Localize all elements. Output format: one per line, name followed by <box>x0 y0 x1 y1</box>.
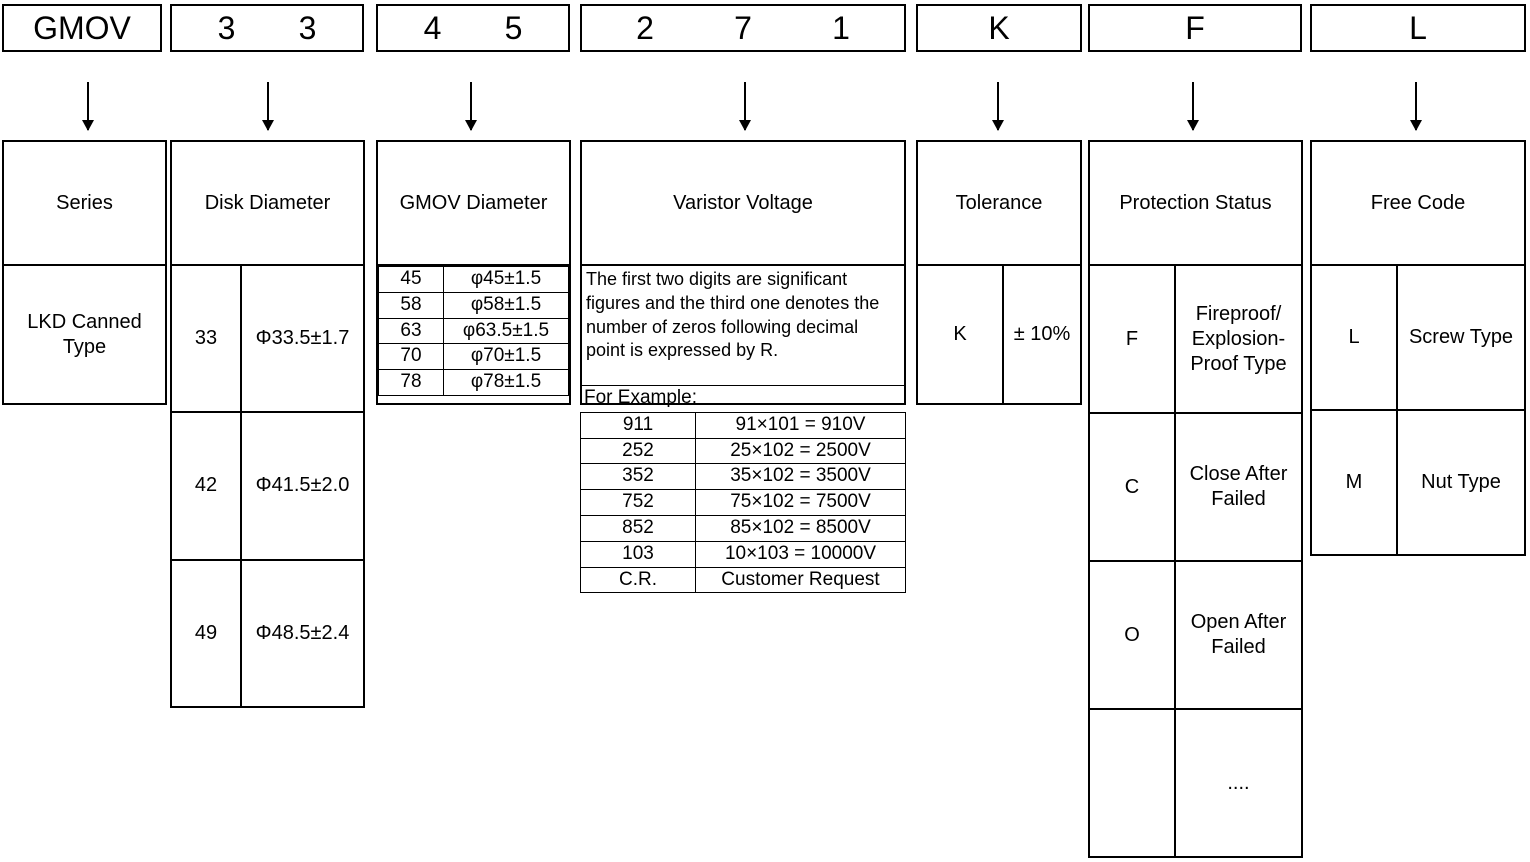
code-char: L <box>1409 10 1427 46</box>
code-char: 5 <box>504 10 523 46</box>
table-row <box>581 438 906 464</box>
code-box-free-code <box>1310 4 1526 52</box>
panel-free-code <box>1310 140 1526 556</box>
desc-cell: Fireproof/ Explosion-Proof Type <box>1190 302 1287 375</box>
code-char: 2 <box>636 10 654 46</box>
panel-gmov-diameter <box>376 140 571 405</box>
code-char: 4 <box>423 10 442 46</box>
desc-cell: φ78±1.5 <box>444 370 569 396</box>
table-row <box>581 567 906 593</box>
panel-tolerance <box>916 140 1082 405</box>
code-cell: 911 <box>581 412 696 438</box>
varistor-example-table <box>580 412 906 594</box>
table-row <box>4 266 165 403</box>
code-cell: L <box>1312 266 1398 409</box>
desc-cell: Close After Failed <box>1189 463 1288 510</box>
code-cell: 49 <box>172 561 242 706</box>
code-cell: M <box>1312 411 1398 554</box>
table-row <box>581 541 906 567</box>
table-row <box>379 267 569 293</box>
table-row <box>1090 562 1301 710</box>
table-row <box>172 561 363 706</box>
arrow-varistor-voltage <box>744 82 746 130</box>
table-row <box>1090 414 1301 562</box>
desc-cell: φ70±1.5 <box>444 344 569 370</box>
arrow-gmov-diameter <box>470 82 472 130</box>
desc-cell: 75×102 = 7500V <box>696 490 906 516</box>
table-row <box>581 490 906 516</box>
desc-cell: Open After Failed <box>1190 611 1287 658</box>
code-char: 1 <box>832 10 850 46</box>
table-row <box>1090 266 1301 414</box>
table-row <box>581 515 906 541</box>
desc-cell: Screw Type <box>1408 326 1514 348</box>
arrow-protection-status <box>1192 82 1194 130</box>
table-row <box>1312 411 1524 554</box>
desc-cell: φ58±1.5 <box>444 292 569 318</box>
table-row <box>379 292 569 318</box>
panel-title: Protection Status <box>1090 142 1301 266</box>
desc-cell: 85×102 = 8500V <box>696 515 906 541</box>
code-cell: F <box>1090 266 1176 412</box>
table-row <box>581 464 906 490</box>
varistor-example-block <box>580 385 906 593</box>
desc-cell: Nut Type <box>1421 471 1501 493</box>
table-row <box>1090 710 1301 856</box>
code-cell: K <box>918 266 1004 403</box>
table-row <box>379 318 569 344</box>
desc-cell: ± 10% <box>1013 323 1071 345</box>
panel-title: Series <box>4 142 165 266</box>
code-cell: 33 <box>172 266 242 411</box>
desc-cell: Φ41.5±2.0 <box>255 474 350 497</box>
table-row <box>581 412 906 438</box>
code-box-varistor-voltage <box>580 4 906 52</box>
code-char: 7 <box>734 10 752 46</box>
code-box-gmov-diameter <box>376 4 570 52</box>
panel-title: GMOV Diameter <box>378 142 569 266</box>
code-cell: 752 <box>581 490 696 516</box>
desc-cell: Φ33.5±1.7 <box>255 327 350 350</box>
panel-protection-status <box>1088 140 1303 858</box>
code-cell <box>1090 710 1176 856</box>
code-box-tolerance <box>916 4 1082 52</box>
table-row <box>1312 266 1524 411</box>
panel-title: Varistor Voltage <box>582 142 904 266</box>
arrow-free-code <box>1415 82 1417 130</box>
code-cell: C <box>1090 414 1176 560</box>
desc-cell: φ45±1.5 <box>444 267 569 293</box>
desc-cell: 91×101 = 910V <box>696 412 906 438</box>
desc-cell: 10×103 = 10000V <box>696 541 906 567</box>
code-cell: 352 <box>581 464 696 490</box>
table-row <box>172 413 363 560</box>
code-char: K <box>988 10 1010 46</box>
desc-cell: 25×102 = 2500V <box>696 438 906 464</box>
code-box-protection-status <box>1088 4 1302 52</box>
for-example-label: For Example: <box>584 387 697 408</box>
arrow-series <box>87 82 89 130</box>
arrow-tolerance <box>997 82 999 130</box>
panel-series <box>2 140 167 405</box>
panel-disk-diameter <box>170 140 365 708</box>
desc-cell: .... <box>1227 771 1250 794</box>
series-value: LKD Canned Type <box>27 310 142 358</box>
table-row <box>379 344 569 370</box>
desc-cell: Customer Request <box>696 567 906 593</box>
code-cell: 103 <box>581 541 696 567</box>
code-cell: 42 <box>172 413 242 558</box>
code-cell: 45 <box>379 267 444 293</box>
desc-cell: φ63.5±1.5 <box>444 318 569 344</box>
code-box-series <box>2 4 162 52</box>
code-box-disk-diameter <box>170 4 364 52</box>
gmov-diameter-table <box>378 266 569 396</box>
panel-title: Free Code <box>1312 142 1524 266</box>
desc-cell: Φ48.5±2.4 <box>255 621 350 644</box>
table-row <box>379 370 569 396</box>
code-char: F <box>1185 10 1205 46</box>
code-cell: 78 <box>379 370 444 396</box>
code-cell: 63 <box>379 318 444 344</box>
table-row <box>172 266 363 413</box>
table-row <box>918 266 1080 403</box>
code-char: 3 <box>298 10 317 46</box>
varistor-voltage-description: The first two digits are significant figures and the third one denotes the number of zeros following decimal point is expressed by R. <box>586 269 880 361</box>
code-char: 3 <box>217 10 236 46</box>
panel-title: Tolerance <box>918 142 1080 266</box>
panel-varistor-voltage <box>580 140 906 405</box>
code-cell: 58 <box>379 292 444 318</box>
code-cell: C.R. <box>581 567 696 593</box>
code-cell: 70 <box>379 344 444 370</box>
code-cell: 852 <box>581 515 696 541</box>
arrow-disk-diameter <box>267 82 269 130</box>
panel-title: Disk Diameter <box>172 142 363 266</box>
code-char: GMOV <box>33 10 131 46</box>
code-cell: 252 <box>581 438 696 464</box>
code-cell: O <box>1090 562 1176 708</box>
desc-cell: 35×102 = 3500V <box>696 464 906 490</box>
